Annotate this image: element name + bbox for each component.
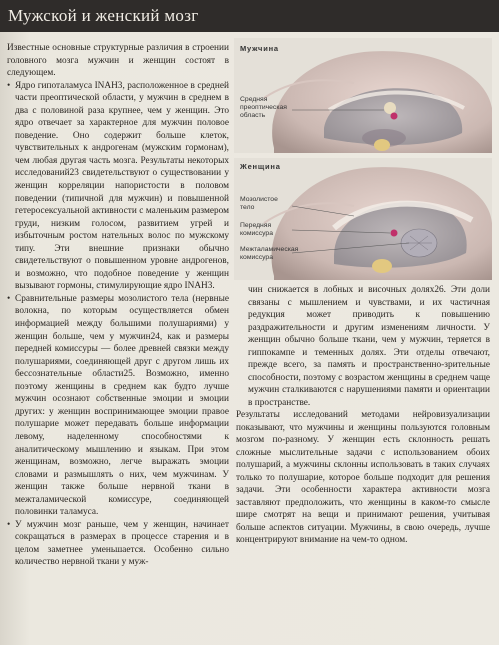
differences-list [7, 80, 229, 569]
female-label: Женщина [240, 162, 281, 171]
list-item: • Сравнительные размеры мозолистого тела (нервные волокна, по которым осуществляется обмен информацией между большими полушариями) у женщин больше, чем у мужчин24, как и размеры передней комиссуры — более древней связки между полушариями, соединяющей друг с другом лишь их бессознательные области25. Возможно, именно поэтому женщины в среднем как будто лучше мужчин осознают собственные эмоции и эмоции других: у женщин воспринимающее эмоции правое полушарие может передавать больше информации левому, наделенному способностями к аналитическому мышлению и языкам. При этом женщинам, возможно, легче выражать эмоции словами и размышлять о них, чем мужчинам. У женщин также больше нервной ткани в межталамической комиссуре, соединяющей половинки таламуса. [7, 293, 229, 519]
left-column [7, 42, 229, 569]
list-item: • Ядро гипоталамуса INAH3, расположенное в средней части преоптической области, у мужчин в среднем в два с половиной раза крупнее, чем у женщин. Это ядро отвечает за характерное для мужчин половое поведение. Оно содержит больше клеток, чувствительных к андрогенам (мужским гормонам), чем любая другая часть мозга. Результаты некоторых исследований23 свидетельствуют о существовании у женщин корреляции напористости в половом поведении (типичной для мужчин) и повышенной гетеросексуальной активности с маленьким размером груди, низким голосом, развитием угрей и избыточным ростом нательных волос по мужскому типу. Эти внешние признаки обычно свидетельствуют о повышенном уровне андрогенов, и возможно, что подобное поведение у женщин вызывают гормоны, стимулирующие ядро INAH3. [7, 80, 229, 293]
female-commissure-marker [391, 230, 398, 237]
brain-illustration [234, 38, 492, 280]
male-nucleus-marker [384, 102, 396, 114]
male-label: Мужчина [240, 44, 279, 53]
continued-bullet-text: чин снижается в лобных и височных долях26. Эти доли связаны с мышлением и чувствами, и их частичная редукция может приводить к повышению раздражительности и другим изменениям личности. У женщин обычно больше ткани, чем у мужчин, теряется в гиппокампе и теменных долях. Эти отделы отвечают, прежде всего, за память и пространственно-зрительные способности, поэтому с возрастом женщины в среднем чаще мужчин сталкиваются с нарушениями памяти и ориентации в пространстве. [248, 285, 490, 408]
right-column [236, 284, 490, 547]
list-item: • У мужчин мозг раньше, чем у женщин, начинает сокращаться в размерах в процессе старения и в целом заметнее уменьшается. Особенно сильно количество нервной ткани у муж- [7, 519, 229, 569]
anterior-commissure-callout: Передняя комиссура [240, 222, 273, 237]
interthalamic-callout: Межталамическая комиссура [240, 246, 299, 261]
corpus-callosum-callout: Мозолистое тело [240, 196, 278, 211]
brain-figure-svg [234, 38, 492, 280]
page-title: Мужской и женский мозг [8, 6, 199, 25]
body-paragraph: Результаты исследований методами нейровизуализации показывают, что мужчины и женщины пользуются головным мозгом по-разному. У женщин есть склонность решать сложные мыслительные задачи с использованием обоих полушарий, а мужчины склонны использовать в таких случаях только то полушарие, которое больше подходит для решения задачи. Эти особенности характера активности мозга заставляют предположить, что женщины в каком-то смысле шире смотрят на вещи и принимают решения, учитывая больше аспектов ситуации. Мужчины, в свою очередь, лучше концентрируют внимание на чем-то одном. [236, 410, 490, 545]
page-header [0, 0, 499, 32]
intro-paragraph: Известные основные структурные различия в строении головного мозга мужчин и женщин состоят в следующем. [7, 43, 229, 79]
preoptic-callout: Средняя преоптическая область [240, 96, 287, 119]
